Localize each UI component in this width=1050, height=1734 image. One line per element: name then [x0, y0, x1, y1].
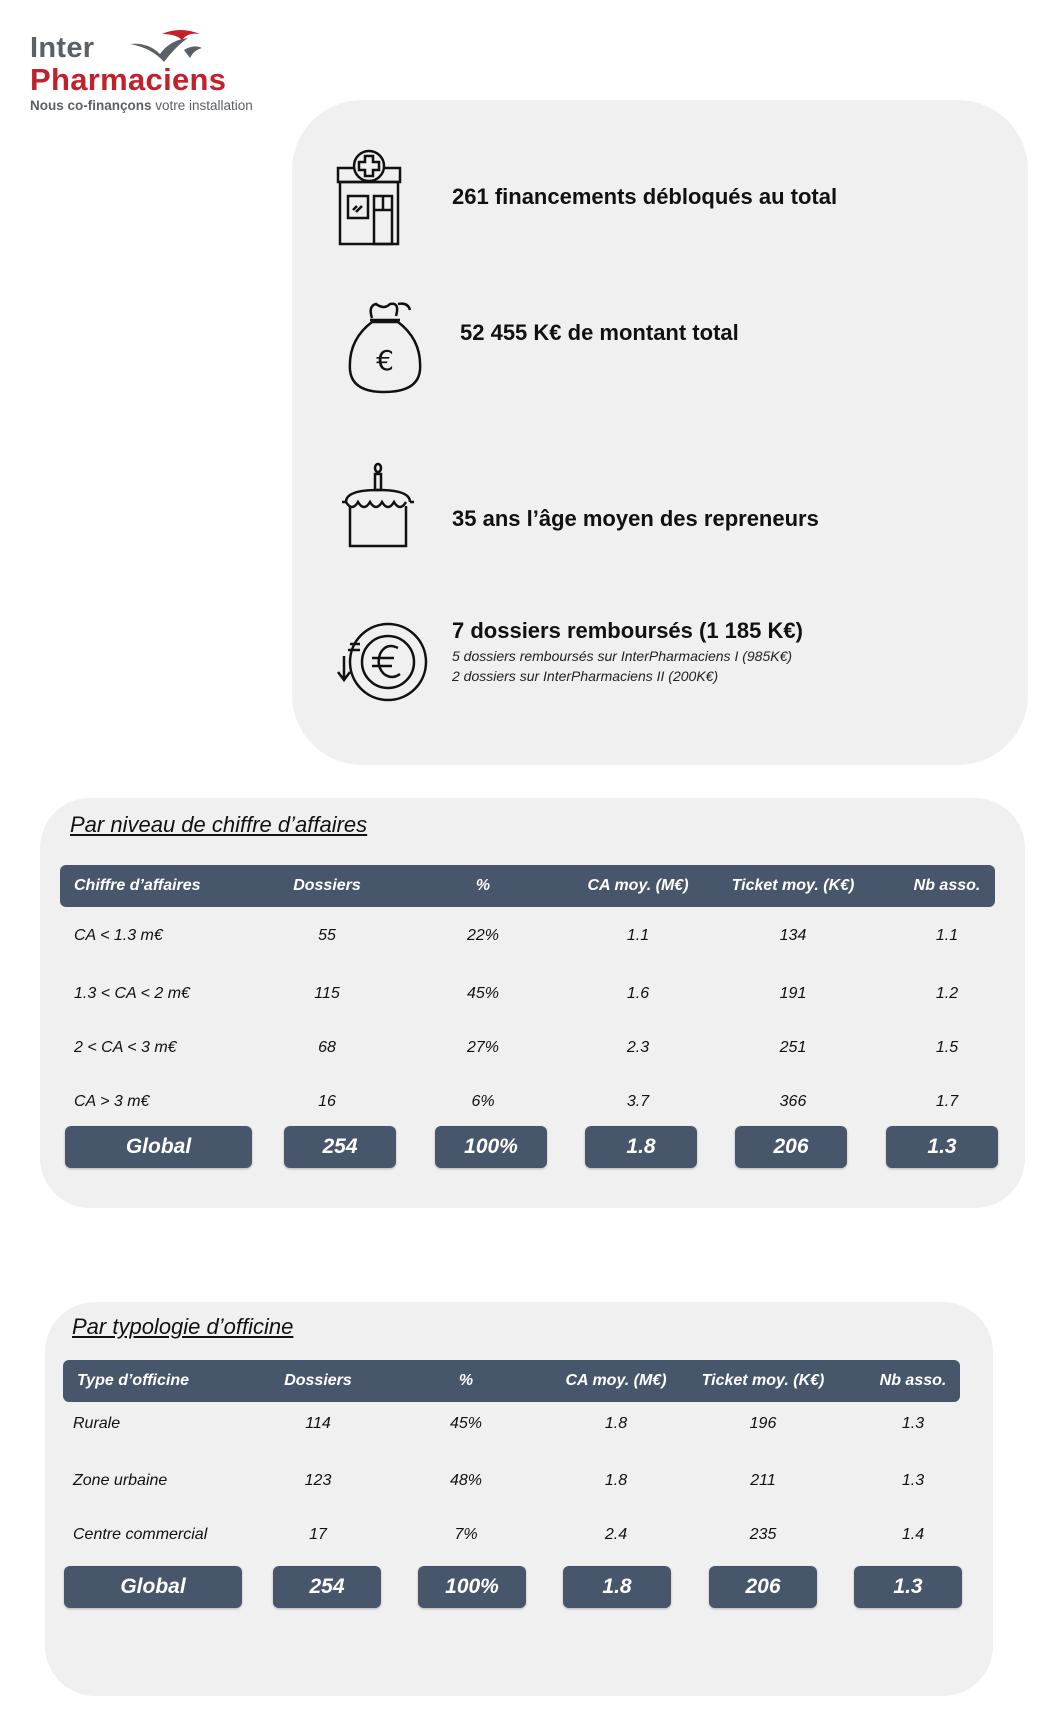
cell-nb-asso: 1.5 [935, 1039, 959, 1056]
cell-ticket-moy: 235 [749, 1526, 777, 1543]
cell-percent: 22% [466, 927, 500, 944]
logo-tagline: Nous co-finançons votre installation [30, 98, 253, 113]
stats-panel [292, 100, 1028, 765]
cell-ticket-moy: 191 [779, 985, 807, 1002]
cell-label: Centre commercial [73, 1526, 208, 1543]
cell-ca-moy: 3.7 [626, 1093, 650, 1110]
header-ca-moy: CA moy. (M€) [587, 877, 689, 894]
stat-age [292, 462, 1028, 552]
cell-percent: 45% [466, 985, 500, 1002]
header-type-officine: Type d’officine [77, 1372, 190, 1389]
header-ticket-moy: Ticket moy. (K€) [731, 877, 855, 894]
svg-text:€: € [376, 344, 394, 377]
cell-nb-asso: 1.4 [901, 1526, 925, 1543]
stat-text: 52 455 K€ de montant total [460, 320, 739, 345]
cell-dossiers: 16 [318, 1093, 336, 1110]
table-typologie-panel [45, 1302, 993, 1696]
cell-ticket-moy: 134 [779, 927, 807, 944]
cell-label: 2 < CA < 3 m€ [74, 1039, 177, 1056]
header-dossiers: Dossiers [284, 1372, 352, 1389]
global-dossiers: 254 [273, 1566, 381, 1608]
stat-sub-2: 2 dossiers sur InterPharmaciens II (200K€) [452, 668, 719, 684]
table-typologie-header [63, 1360, 960, 1402]
euro-refund-icon [336, 620, 432, 708]
global-nb-asso: 1.3 [854, 1566, 962, 1608]
cell-percent: 6% [471, 1093, 495, 1110]
global-ticket-moy: 206 [709, 1566, 817, 1608]
global-nb-asso: 1.3 [886, 1126, 998, 1168]
cell-label: Zone urbaine [73, 1472, 168, 1489]
cell-percent: 45% [449, 1415, 483, 1432]
stat-montant [292, 300, 1028, 400]
cell-dossiers: 115 [314, 985, 340, 1002]
cell-ca-moy: 1.8 [604, 1472, 628, 1489]
cell-ca-moy: 2.4 [604, 1526, 628, 1543]
cell-ca-moy: 1.6 [626, 985, 650, 1002]
global-ca-moy: 1.8 [585, 1126, 697, 1168]
cell-percent: 27% [466, 1039, 500, 1056]
stat-text: 261 financements débloqués au total [452, 184, 838, 209]
cell-nb-asso: 1.3 [901, 1415, 925, 1432]
table-ca-panel [40, 798, 1025, 1208]
cell-dossiers: 114 [305, 1415, 331, 1432]
stat-sub-1: 5 dossiers remboursés sur InterPharmaciens I (985K€) [452, 648, 793, 664]
global-ticket-moy: 206 [735, 1126, 847, 1168]
header-percent: % [458, 1372, 474, 1389]
stat-financements [292, 148, 1028, 248]
cell-ca-moy: 1.1 [626, 927, 650, 944]
cell-dossiers: 55 [318, 927, 336, 944]
global-ca-moy: 1.8 [563, 1566, 671, 1608]
cell-dossiers: 68 [318, 1039, 336, 1056]
stat-text: 35 ans l’âge moyen des repreneurs [452, 506, 819, 531]
logo-line2: Pharmaciens [30, 62, 227, 97]
cell-label: 1.3 < CA < 2 m€ [74, 985, 190, 1002]
cell-dossiers: 123 [304, 1472, 332, 1489]
cake-icon [340, 462, 416, 548]
pharmacy-icon [336, 148, 402, 246]
header-percent: % [475, 877, 491, 894]
cell-percent: 7% [454, 1526, 478, 1543]
table-ca-header [60, 865, 995, 907]
cell-nb-asso: 1.3 [901, 1472, 925, 1489]
cell-nb-asso: 1.1 [935, 927, 959, 944]
cell-ticket-moy: 196 [749, 1415, 777, 1432]
table-ca-title: Par niveau de chiffre d’affaires [70, 812, 368, 837]
money-bag-icon [346, 300, 424, 396]
interpharmaciens-logo [30, 26, 290, 116]
cell-ticket-moy: 251 [779, 1039, 807, 1056]
header-nb-asso: Nb asso. [879, 1372, 947, 1389]
header-chiffre-affaires: Chiffre d’affaires [74, 877, 201, 894]
header-dossiers: Dossiers [293, 877, 361, 894]
logo-wing-icon [126, 28, 206, 66]
global-percent: 100% [435, 1126, 547, 1168]
global-dossiers: 254 [284, 1126, 396, 1168]
cell-nb-asso: 1.2 [935, 985, 959, 1002]
stat-rembourses [292, 610, 1028, 710]
cell-ticket-moy: 211 [750, 1472, 776, 1489]
cell-ca-moy: 2.3 [626, 1039, 650, 1056]
table-typologie-title: Par typologie d’officine [72, 1314, 294, 1339]
cell-label: CA < 1.3 m€ [74, 927, 163, 944]
stat-text: 7 dossiers remboursés (1 185 K€) [452, 618, 803, 643]
cell-nb-asso: 1.7 [935, 1093, 959, 1110]
cell-ca-moy: 1.8 [604, 1415, 628, 1432]
cell-label: CA > 3 m€ [74, 1093, 150, 1110]
global-percent: 100% [418, 1566, 526, 1608]
logo-line1: Inter [30, 32, 95, 64]
header-ca-moy: CA moy. (M€) [565, 1372, 667, 1389]
cell-percent: 48% [449, 1472, 483, 1489]
header-nb-asso: Nb asso. [913, 877, 981, 894]
cell-ticket-moy: 366 [779, 1093, 807, 1110]
cell-dossiers: 17 [309, 1526, 327, 1543]
header-ticket-moy: Ticket moy. (K€) [701, 1372, 825, 1389]
cell-label: Rurale [73, 1415, 121, 1432]
global-label: Global [65, 1126, 252, 1168]
global-label: Global [64, 1566, 242, 1608]
